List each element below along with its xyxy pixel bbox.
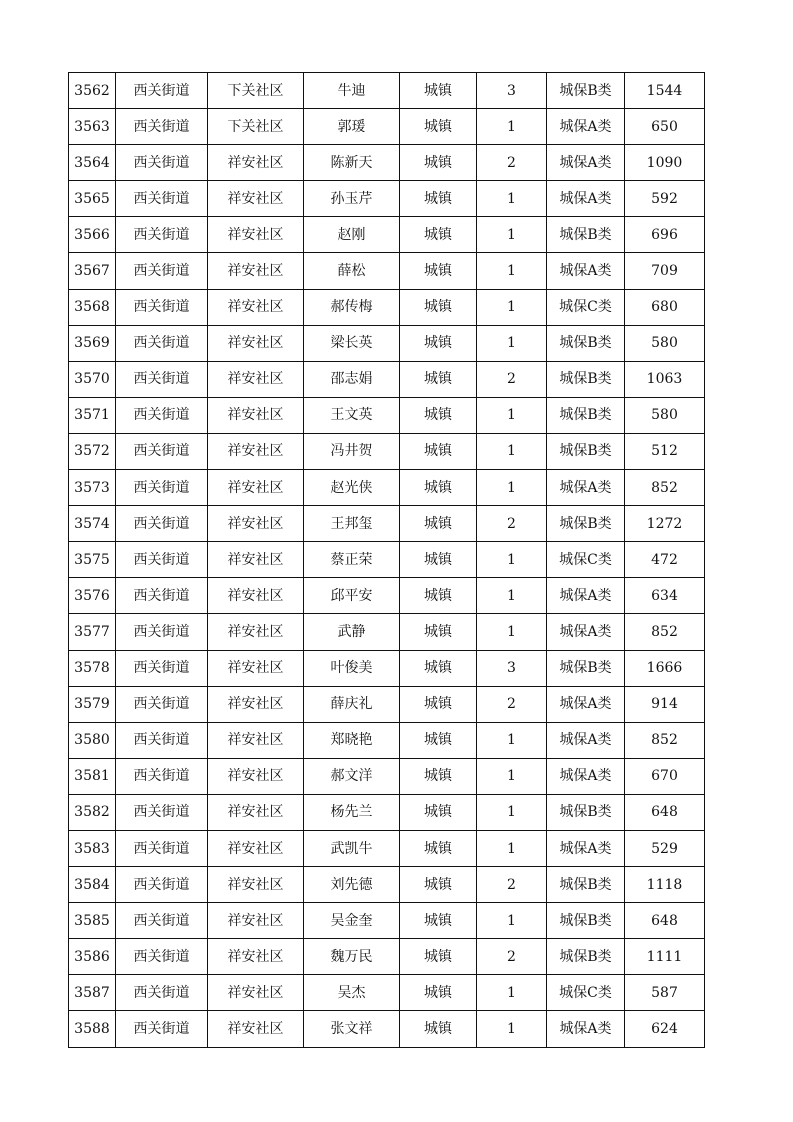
community-cell: 祥安社区 (208, 939, 304, 975)
table-row (69, 686, 705, 722)
subdistrict-cell: 西关街道 (116, 217, 208, 253)
household-type-cell: 城镇 (400, 433, 477, 469)
name-cell: 刘先德 (304, 867, 400, 903)
category-cell: 城保B类 (547, 867, 625, 903)
serial-number-cell: 3576 (69, 578, 116, 614)
household-size-cell: 2 (477, 506, 547, 542)
community-cell: 祥安社区 (208, 1011, 304, 1047)
amount-cell: 587 (625, 975, 705, 1011)
subdistrict-cell: 西关街道 (116, 433, 208, 469)
name-cell: 赵光侠 (304, 470, 400, 506)
category-cell: 城保A类 (547, 758, 625, 794)
subdistrict-cell: 西关街道 (116, 361, 208, 397)
household-size-cell: 1 (477, 758, 547, 794)
community-cell: 祥安社区 (208, 903, 304, 939)
table-row (69, 433, 705, 469)
category-cell: 城保B类 (547, 361, 625, 397)
table-row (69, 397, 705, 433)
amount-cell: 580 (625, 325, 705, 361)
name-cell: 邱平安 (304, 578, 400, 614)
serial-number-cell: 3575 (69, 542, 116, 578)
household-type-cell: 城镇 (400, 325, 477, 361)
amount-cell: 709 (625, 253, 705, 289)
category-cell: 城保B类 (547, 794, 625, 830)
household-size-cell: 1 (477, 830, 547, 866)
community-cell: 祥安社区 (208, 289, 304, 325)
community-cell: 祥安社区 (208, 325, 304, 361)
household-size-cell: 1 (477, 975, 547, 1011)
name-cell: 吴金奎 (304, 903, 400, 939)
amount-cell: 670 (625, 758, 705, 794)
community-cell: 祥安社区 (208, 397, 304, 433)
subdistrict-cell: 西关街道 (116, 397, 208, 433)
household-size-cell: 2 (477, 686, 547, 722)
table-row (69, 903, 705, 939)
category-cell: 城保B类 (547, 217, 625, 253)
table-row (69, 614, 705, 650)
household-size-cell: 1 (477, 794, 547, 830)
household-type-cell: 城镇 (400, 397, 477, 433)
household-size-cell: 1 (477, 325, 547, 361)
subdistrict-cell: 西关街道 (116, 686, 208, 722)
household-size-cell: 2 (477, 145, 547, 181)
name-cell: 邵志娟 (304, 361, 400, 397)
table-row (69, 722, 705, 758)
subdistrict-cell: 西关街道 (116, 109, 208, 145)
household-type-cell: 城镇 (400, 217, 477, 253)
serial-number-cell: 3588 (69, 1011, 116, 1047)
subdistrict-cell: 西关街道 (116, 830, 208, 866)
serial-number-cell: 3574 (69, 506, 116, 542)
name-cell: 王邦玺 (304, 506, 400, 542)
name-cell: 郭瑗 (304, 109, 400, 145)
category-cell: 城保C类 (547, 542, 625, 578)
serial-number-cell: 3578 (69, 650, 116, 686)
subdistrict-cell: 西关街道 (116, 975, 208, 1011)
table-row (69, 73, 705, 109)
household-size-cell: 1 (477, 253, 547, 289)
name-cell: 冯井贺 (304, 433, 400, 469)
household-type-cell: 城镇 (400, 614, 477, 650)
name-cell: 吴杰 (304, 975, 400, 1011)
community-cell: 祥安社区 (208, 470, 304, 506)
table-row (69, 867, 705, 903)
name-cell: 王文英 (304, 397, 400, 433)
table-row (69, 939, 705, 975)
community-cell: 祥安社区 (208, 758, 304, 794)
roster-table (68, 72, 705, 1048)
serial-number-cell: 3562 (69, 73, 116, 109)
name-cell: 张文祥 (304, 1011, 400, 1047)
household-type-cell: 城镇 (400, 939, 477, 975)
amount-cell: 529 (625, 830, 705, 866)
community-cell: 祥安社区 (208, 722, 304, 758)
category-cell: 城保B类 (547, 903, 625, 939)
household-type-cell: 城镇 (400, 289, 477, 325)
serial-number-cell: 3569 (69, 325, 116, 361)
name-cell: 郝传梅 (304, 289, 400, 325)
household-size-cell: 1 (477, 433, 547, 469)
serial-number-cell: 3570 (69, 361, 116, 397)
serial-number-cell: 3564 (69, 145, 116, 181)
amount-cell: 1272 (625, 506, 705, 542)
amount-cell: 472 (625, 542, 705, 578)
table-row (69, 506, 705, 542)
household-size-cell: 1 (477, 1011, 547, 1047)
subdistrict-cell: 西关街道 (116, 470, 208, 506)
roster-table-body (69, 73, 705, 1048)
serial-number-cell: 3586 (69, 939, 116, 975)
household-size-cell: 1 (477, 614, 547, 650)
name-cell: 叶俊美 (304, 650, 400, 686)
name-cell: 蔡正荣 (304, 542, 400, 578)
household-type-cell: 城镇 (400, 253, 477, 289)
category-cell: 城保A类 (547, 181, 625, 217)
table-row (69, 145, 705, 181)
serial-number-cell: 3580 (69, 722, 116, 758)
subdistrict-cell: 西关街道 (116, 903, 208, 939)
household-type-cell: 城镇 (400, 73, 477, 109)
serial-number-cell: 3587 (69, 975, 116, 1011)
amount-cell: 680 (625, 289, 705, 325)
name-cell: 梁长英 (304, 325, 400, 361)
category-cell: 城保B类 (547, 650, 625, 686)
community-cell: 下关社区 (208, 109, 304, 145)
amount-cell: 914 (625, 686, 705, 722)
subdistrict-cell: 西关街道 (116, 506, 208, 542)
category-cell: 城保B类 (547, 325, 625, 361)
amount-cell: 648 (625, 794, 705, 830)
household-size-cell: 1 (477, 542, 547, 578)
amount-cell: 648 (625, 903, 705, 939)
name-cell: 武静 (304, 614, 400, 650)
household-type-cell: 城镇 (400, 903, 477, 939)
household-type-cell: 城镇 (400, 1011, 477, 1047)
amount-cell: 852 (625, 614, 705, 650)
serial-number-cell: 3566 (69, 217, 116, 253)
category-cell: 城保A类 (547, 686, 625, 722)
table-row (69, 975, 705, 1011)
household-size-cell: 1 (477, 722, 547, 758)
community-cell: 下关社区 (208, 73, 304, 109)
community-cell: 祥安社区 (208, 433, 304, 469)
household-type-cell: 城镇 (400, 758, 477, 794)
community-cell: 祥安社区 (208, 253, 304, 289)
household-type-cell: 城镇 (400, 686, 477, 722)
community-cell: 祥安社区 (208, 361, 304, 397)
category-cell: 城保A类 (547, 470, 625, 506)
amount-cell: 624 (625, 1011, 705, 1047)
household-type-cell: 城镇 (400, 830, 477, 866)
table-row (69, 289, 705, 325)
household-type-cell: 城镇 (400, 650, 477, 686)
subdistrict-cell: 西关街道 (116, 542, 208, 578)
household-size-cell: 1 (477, 397, 547, 433)
table-row (69, 650, 705, 686)
amount-cell: 1666 (625, 650, 705, 686)
name-cell: 魏万民 (304, 939, 400, 975)
amount-cell: 1063 (625, 361, 705, 397)
table-row (69, 217, 705, 253)
table-row (69, 758, 705, 794)
category-cell: 城保A类 (547, 614, 625, 650)
community-cell: 祥安社区 (208, 650, 304, 686)
household-size-cell: 1 (477, 181, 547, 217)
subdistrict-cell: 西关街道 (116, 1011, 208, 1047)
name-cell: 杨先兰 (304, 794, 400, 830)
household-size-cell: 1 (477, 289, 547, 325)
serial-number-cell: 3581 (69, 758, 116, 794)
subdistrict-cell: 西关街道 (116, 578, 208, 614)
table-row (69, 470, 705, 506)
subdistrict-cell: 西关街道 (116, 253, 208, 289)
household-type-cell: 城镇 (400, 578, 477, 614)
table-row (69, 325, 705, 361)
community-cell: 祥安社区 (208, 217, 304, 253)
serial-number-cell: 3582 (69, 794, 116, 830)
community-cell: 祥安社区 (208, 542, 304, 578)
household-type-cell: 城镇 (400, 867, 477, 903)
community-cell: 祥安社区 (208, 794, 304, 830)
serial-number-cell: 3573 (69, 470, 116, 506)
amount-cell: 650 (625, 109, 705, 145)
serial-number-cell: 3565 (69, 181, 116, 217)
subdistrict-cell: 西关街道 (116, 758, 208, 794)
household-size-cell: 1 (477, 217, 547, 253)
amount-cell: 580 (625, 397, 705, 433)
serial-number-cell: 3572 (69, 433, 116, 469)
community-cell: 祥安社区 (208, 181, 304, 217)
household-size-cell: 2 (477, 939, 547, 975)
serial-number-cell: 3579 (69, 686, 116, 722)
amount-cell: 1090 (625, 145, 705, 181)
community-cell: 祥安社区 (208, 867, 304, 903)
amount-cell: 634 (625, 578, 705, 614)
category-cell: 城保A类 (547, 722, 625, 758)
household-type-cell: 城镇 (400, 145, 477, 181)
amount-cell: 852 (625, 722, 705, 758)
household-type-cell: 城镇 (400, 470, 477, 506)
name-cell: 赵刚 (304, 217, 400, 253)
household-size-cell: 3 (477, 650, 547, 686)
household-type-cell: 城镇 (400, 181, 477, 217)
household-size-cell: 1 (477, 109, 547, 145)
category-cell: 城保B类 (547, 433, 625, 469)
community-cell: 祥安社区 (208, 686, 304, 722)
table-row (69, 253, 705, 289)
serial-number-cell: 3563 (69, 109, 116, 145)
serial-number-cell: 3585 (69, 903, 116, 939)
household-size-cell: 1 (477, 903, 547, 939)
subdistrict-cell: 西关街道 (116, 650, 208, 686)
category-cell: 城保B类 (547, 939, 625, 975)
household-type-cell: 城镇 (400, 506, 477, 542)
household-size-cell: 1 (477, 470, 547, 506)
table-row (69, 1011, 705, 1047)
household-type-cell: 城镇 (400, 361, 477, 397)
subdistrict-cell: 西关街道 (116, 181, 208, 217)
category-cell: 城保A类 (547, 578, 625, 614)
amount-cell: 852 (625, 470, 705, 506)
category-cell: 城保C类 (547, 975, 625, 1011)
amount-cell: 696 (625, 217, 705, 253)
community-cell: 祥安社区 (208, 830, 304, 866)
household-type-cell: 城镇 (400, 975, 477, 1011)
subdistrict-cell: 西关街道 (116, 325, 208, 361)
household-size-cell: 1 (477, 578, 547, 614)
table-row (69, 794, 705, 830)
serial-number-cell: 3571 (69, 397, 116, 433)
name-cell: 陈新天 (304, 145, 400, 181)
serial-number-cell: 3577 (69, 614, 116, 650)
name-cell: 牛迪 (304, 73, 400, 109)
category-cell: 城保B类 (547, 73, 625, 109)
amount-cell: 1544 (625, 73, 705, 109)
table-row (69, 578, 705, 614)
name-cell: 薛松 (304, 253, 400, 289)
subdistrict-cell: 西关街道 (116, 145, 208, 181)
category-cell: 城保B类 (547, 397, 625, 433)
name-cell: 武凯牛 (304, 830, 400, 866)
table-row (69, 830, 705, 866)
household-size-cell: 2 (477, 867, 547, 903)
category-cell: 城保A类 (547, 830, 625, 866)
serial-number-cell: 3568 (69, 289, 116, 325)
table-row (69, 361, 705, 397)
subdistrict-cell: 西关街道 (116, 289, 208, 325)
amount-cell: 1111 (625, 939, 705, 975)
subdistrict-cell: 西关街道 (116, 939, 208, 975)
serial-number-cell: 3567 (69, 253, 116, 289)
category-cell: 城保A类 (547, 109, 625, 145)
name-cell: 薛庆礼 (304, 686, 400, 722)
category-cell: 城保A类 (547, 1011, 625, 1047)
household-type-cell: 城镇 (400, 794, 477, 830)
community-cell: 祥安社区 (208, 975, 304, 1011)
table-row (69, 109, 705, 145)
table-row (69, 542, 705, 578)
amount-cell: 512 (625, 433, 705, 469)
name-cell: 郝文洋 (304, 758, 400, 794)
household-type-cell: 城镇 (400, 722, 477, 758)
category-cell: 城保A类 (547, 145, 625, 181)
serial-number-cell: 3583 (69, 830, 116, 866)
household-type-cell: 城镇 (400, 542, 477, 578)
community-cell: 祥安社区 (208, 145, 304, 181)
amount-cell: 1118 (625, 867, 705, 903)
category-cell: 城保A类 (547, 253, 625, 289)
household-type-cell: 城镇 (400, 109, 477, 145)
category-cell: 城保B类 (547, 506, 625, 542)
category-cell: 城保C类 (547, 289, 625, 325)
subdistrict-cell: 西关街道 (116, 73, 208, 109)
community-cell: 祥安社区 (208, 506, 304, 542)
amount-cell: 592 (625, 181, 705, 217)
serial-number-cell: 3584 (69, 867, 116, 903)
subdistrict-cell: 西关街道 (116, 867, 208, 903)
subdistrict-cell: 西关街道 (116, 614, 208, 650)
community-cell: 祥安社区 (208, 614, 304, 650)
subdistrict-cell: 西关街道 (116, 794, 208, 830)
name-cell: 孙玉芹 (304, 181, 400, 217)
community-cell: 祥安社区 (208, 578, 304, 614)
household-size-cell: 2 (477, 361, 547, 397)
table-row (69, 181, 705, 217)
subdistrict-cell: 西关街道 (116, 722, 208, 758)
name-cell: 郑晓艳 (304, 722, 400, 758)
household-size-cell: 3 (477, 73, 547, 109)
